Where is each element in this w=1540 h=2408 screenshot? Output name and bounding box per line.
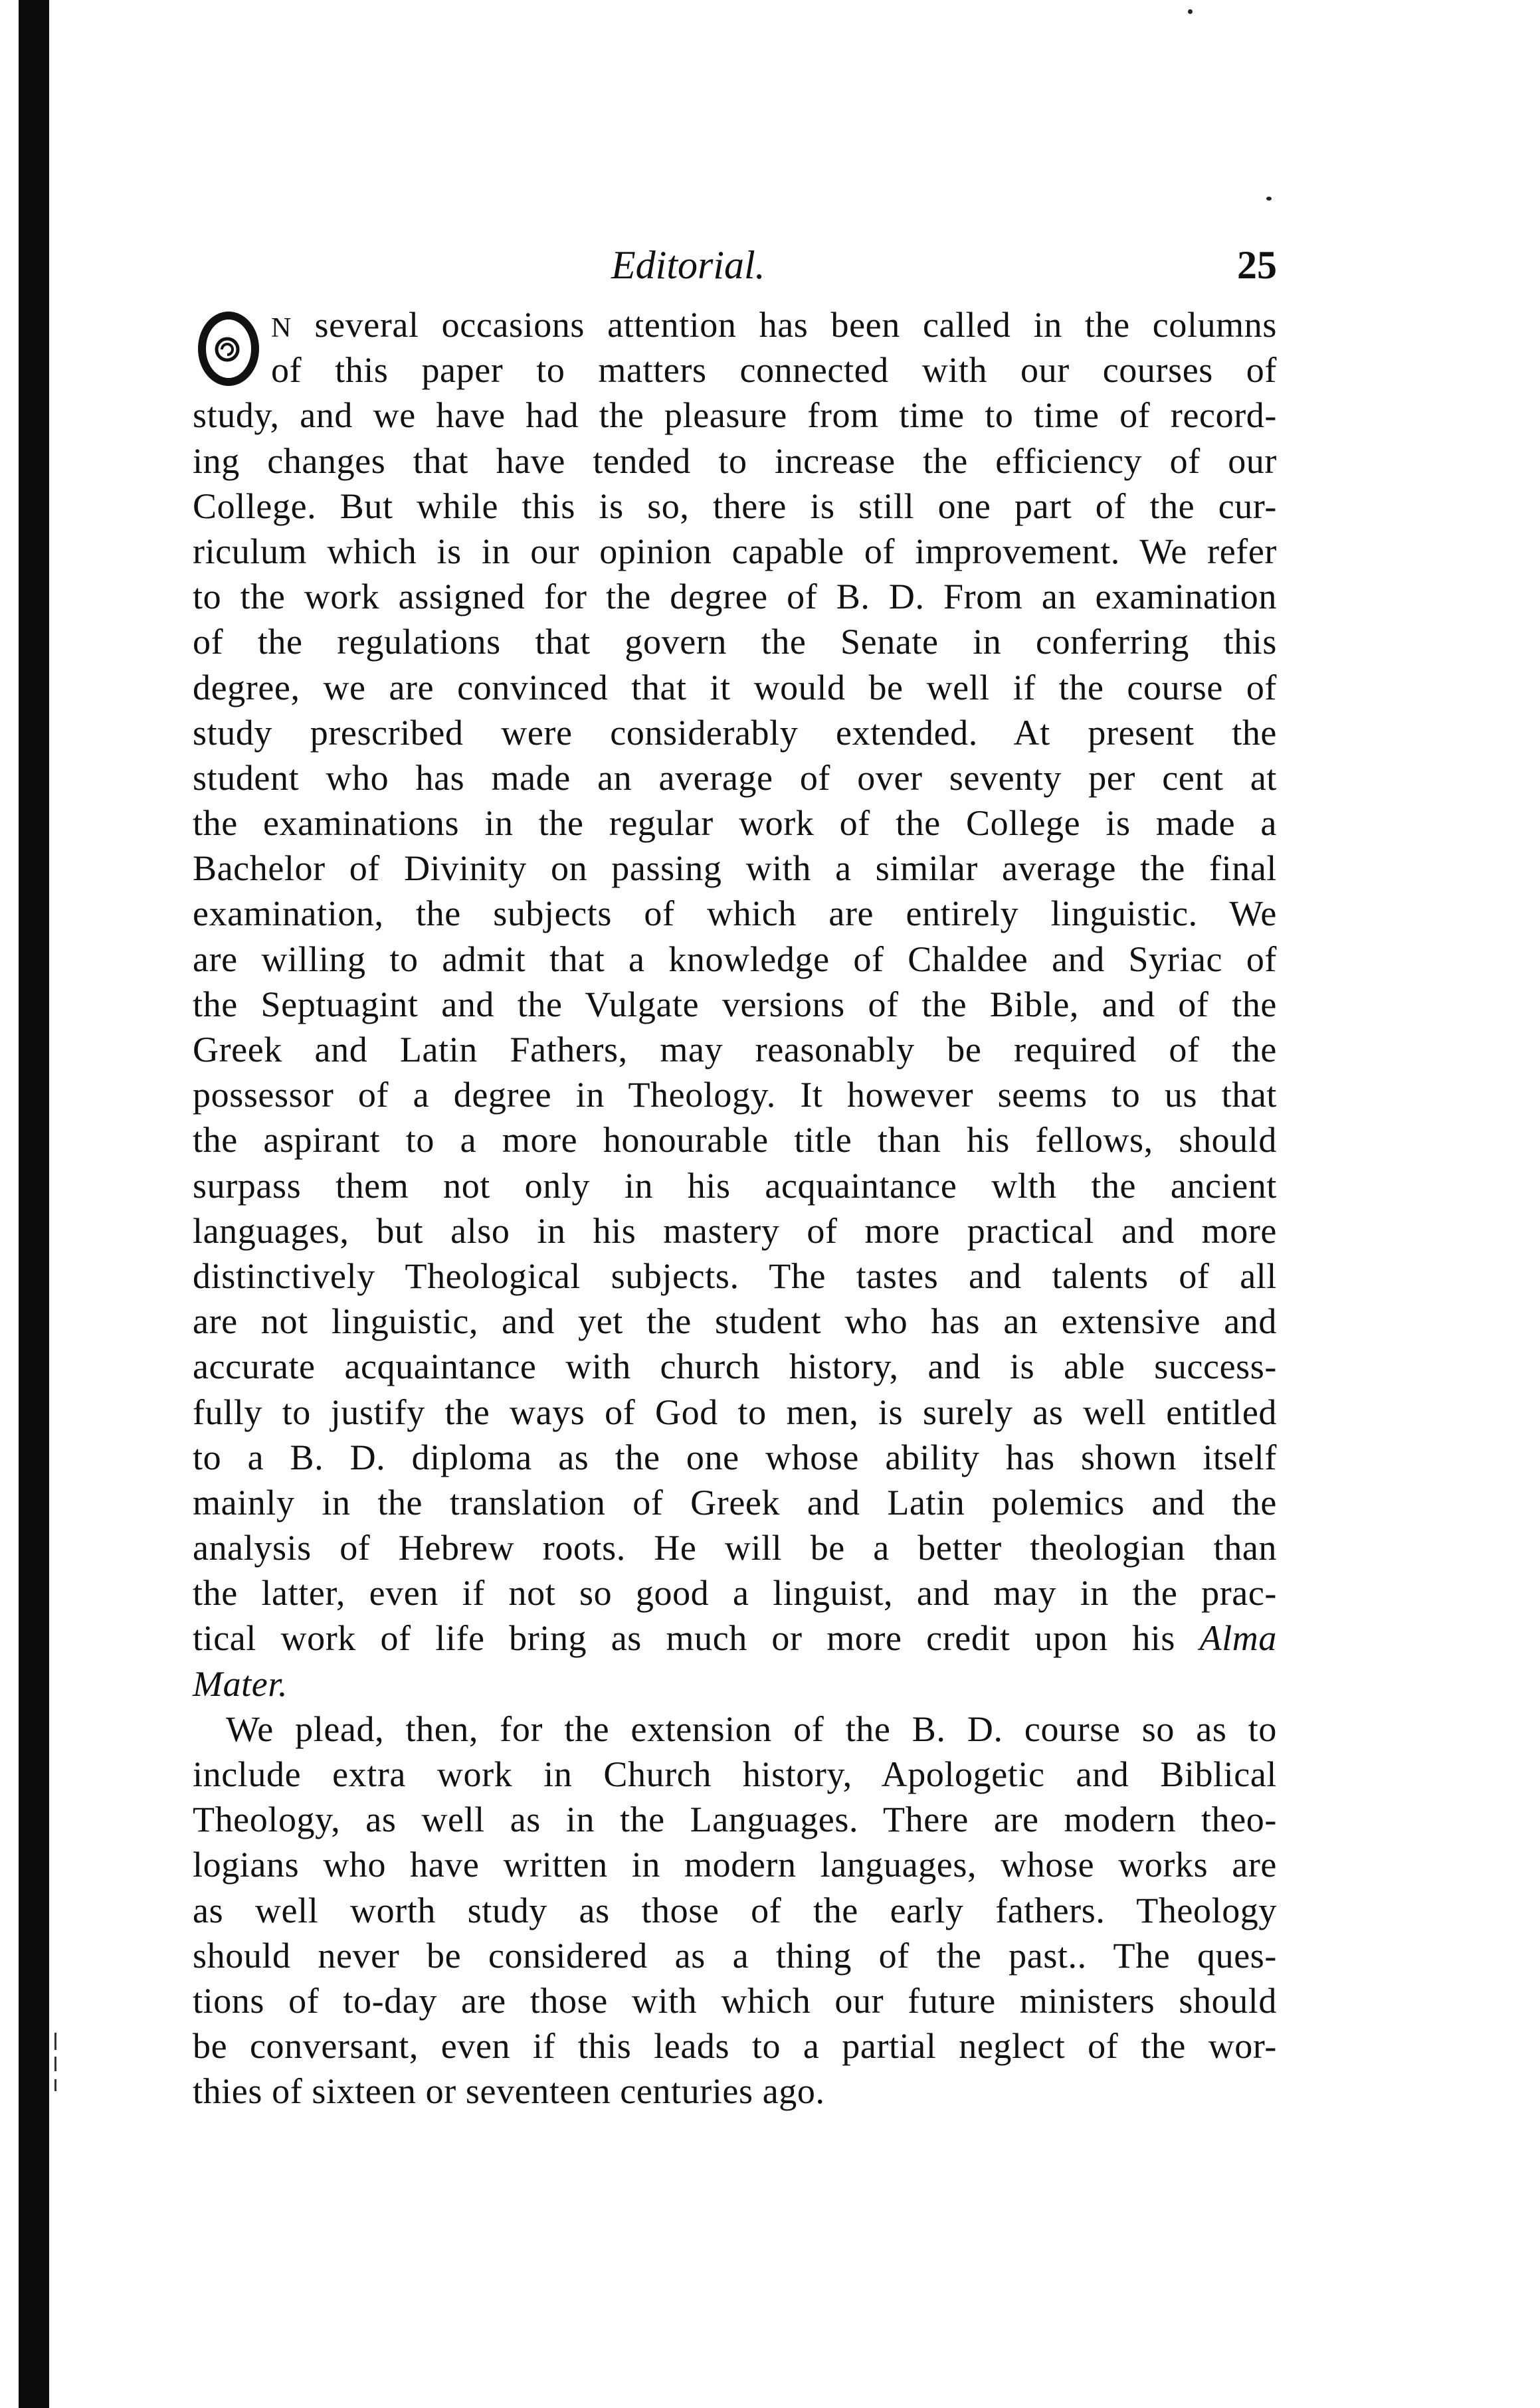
text-line: should never be considered as a thing of the past.. The ques- bbox=[193, 1935, 1277, 1976]
text-line bbox=[193, 302, 1277, 347]
text-line: to the work assigned for the degree of B. D. From an examination bbox=[193, 577, 1277, 617]
text-line: are willing to admit that a knowledge of Chaldee and Syriac of bbox=[193, 939, 1277, 979]
text-line: thies of sixteen or seventeen centuries ago. bbox=[193, 2071, 825, 2112]
scan-speck bbox=[1266, 197, 1272, 201]
text-line: to a B. D. diploma as the one whose ability has shown itself bbox=[193, 1437, 1277, 1477]
paragraph-2 bbox=[193, 1707, 1277, 2114]
text-line: are not linguistic, and yet the student who has an extensive and bbox=[193, 1301, 1277, 1342]
scan-speck bbox=[1188, 9, 1193, 14]
text-line: degree, we are convinced that it would be well if the course of bbox=[193, 667, 1277, 707]
text-line: riculum which is in our opinion capable of improvement. We refer bbox=[193, 531, 1277, 571]
margin-mark bbox=[54, 2057, 56, 2071]
scan-edge-shadow bbox=[19, 0, 49, 2408]
text-line: surpass them not only in his acquaintance wlth the ancient bbox=[193, 1165, 1277, 1206]
text-line: Bachelor of Divinity on passing with a similar average the final bbox=[193, 848, 1277, 889]
line-text: tical work of life bring as much or more credit upon his bbox=[193, 1618, 1200, 1659]
text-line: the examinations in the regular work of the College is made a bbox=[193, 803, 1277, 844]
text-line: the aspirant to a more honourable title than his fellows, should bbox=[193, 1120, 1277, 1160]
text-line: Greek and Latin Fathers, may reasonably be required of the bbox=[193, 1030, 1277, 1069]
text-line: fully to justify the ways of God to men, is surely as well entitled bbox=[193, 1392, 1277, 1432]
text-line: study, and we have had the pleasure from time to time of record- bbox=[193, 395, 1277, 436]
margin-mark bbox=[54, 2079, 56, 2091]
text-line: tions of to-day are those with which our future ministers should bbox=[193, 1980, 1277, 2021]
text-line: of this paper to matters connected with our courses of bbox=[271, 350, 1277, 391]
text-line: languages, but also in his mastery of more practical and more bbox=[193, 1210, 1277, 1251]
dropcap-o bbox=[195, 309, 262, 389]
text-line: possessor of a degree in Theology. It however seems to us that bbox=[193, 1075, 1277, 1115]
text-line: logians who have written in modern languages, whose works are bbox=[193, 1845, 1277, 1885]
text-line: examination, the subjects of which are entirely linguistic. We bbox=[193, 893, 1277, 934]
text-line: of the regulations that govern the Senate in conferring this bbox=[193, 622, 1277, 662]
opening-word-rest: N bbox=[271, 313, 292, 343]
text-line: Theology, as well as in the Languages. There are modern theo- bbox=[193, 1800, 1277, 1840]
line-text: several occasions attention has been called in the columns bbox=[292, 305, 1277, 345]
text-line: We plead, then, for the extension of the B. D. course so as to bbox=[226, 1709, 1277, 1749]
text-line: accurate acquaintance with church history, and is able success- bbox=[193, 1346, 1277, 1387]
text-line: mainly in the translation of Greek and Latin polemics and the bbox=[193, 1482, 1277, 1523]
text-line: ing changes that have tended to increase the efficiency of our bbox=[193, 440, 1277, 481]
text-line: the latter, even if not so good a linguist, and may in the prac- bbox=[193, 1573, 1277, 1614]
text-line: be conversant, even if this leads to a partial neglect of the wor- bbox=[193, 2026, 1277, 2067]
margin-mark bbox=[54, 2033, 56, 2050]
alma-word: Alma bbox=[1199, 1618, 1277, 1659]
text-line: analysis of Hebrew roots. He will be a better theologian than bbox=[193, 1528, 1277, 1568]
text-line: as well worth study as those of the early fathers. Theology bbox=[193, 1890, 1277, 1930]
text-line: include extra work in Church history, Apologetic and Biblical bbox=[193, 1754, 1277, 1794]
ornamental-o-icon bbox=[195, 310, 262, 388]
text-line bbox=[193, 1616, 1277, 1661]
editorial-article bbox=[193, 302, 1277, 2114]
mater-word: Mater. bbox=[193, 1663, 288, 1704]
page-header bbox=[193, 242, 1277, 296]
page-number: 25 bbox=[1237, 243, 1277, 287]
running-title: Editorial. bbox=[611, 243, 765, 287]
paragraph-1 bbox=[193, 302, 1277, 1707]
text-line: study prescribed were considerably extended. At present the bbox=[193, 712, 1277, 753]
text-line: the Septuagint and the Vulgate versions of the Bible, and of the bbox=[193, 984, 1277, 1024]
text-line: student who has made an average of over seventy per cent at bbox=[193, 757, 1277, 798]
text-line: distinctively Theological subjects. The tastes and talents of all bbox=[193, 1255, 1277, 1296]
text-line: College. But while this is so, there is still one part of the cur- bbox=[193, 486, 1277, 526]
